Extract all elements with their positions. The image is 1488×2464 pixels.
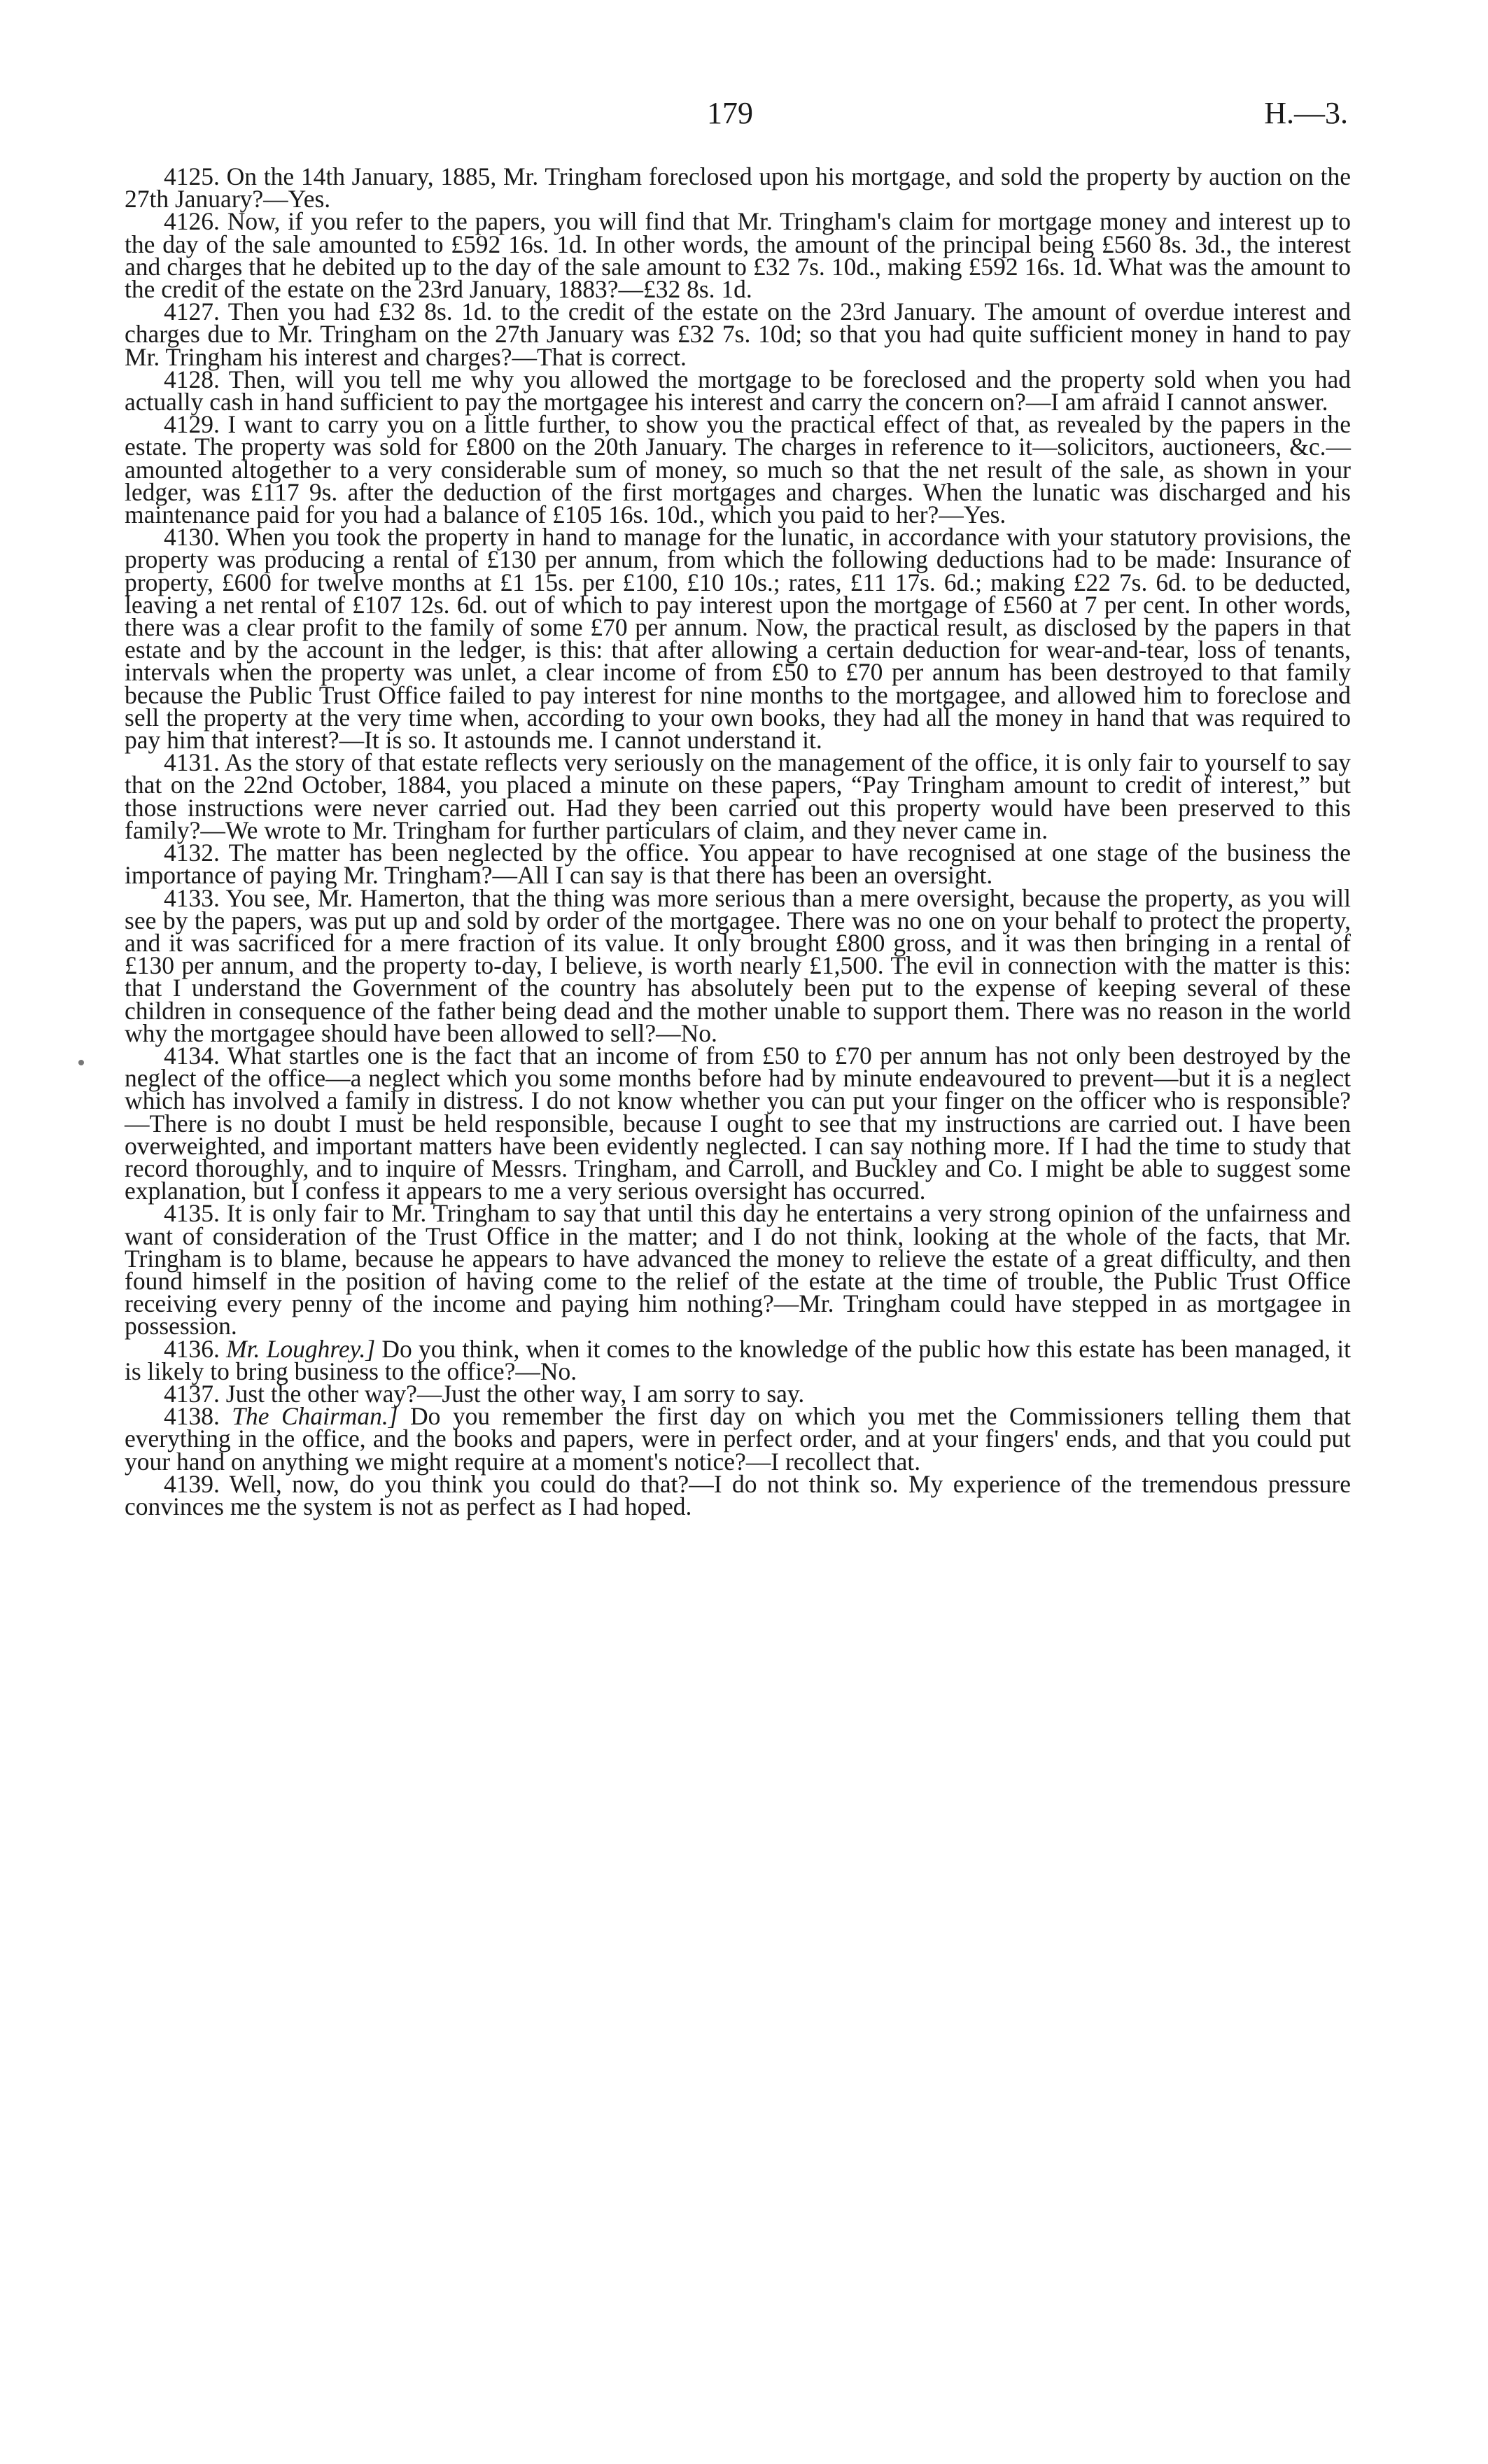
question-number: 4127. [164,298,220,326]
speaker-label: The Chairman.] [232,1402,398,1431]
paragraph-4128 [125,365,1352,416]
paragraph-text: What startles one is the fact that an income of from £50 to £70 per annum has not only been destroyed by the neglect of the office—a neglect which you some months before had by minute endeavoured to prevent—but it is a neglect which has involved a family in distress. I do not know whether you can put your finger on the officer who is responsible?—There is no doubt I must be held responsible, because I ought to see that my instructions are carried out. I have been overweighted, and important matters have been evidently neglected. I can say nothing more. If I had the time to study that record thoroughly, and to inquire of Messrs. Tringham, and Carroll, and Buckley and Co. I might be able to suggest some explanation, but I confess it appears to me a very serious oversight has occurred. [125,1041,1351,1205]
question-number: 4131. [164,748,220,777]
question-number: 4137. [164,1379,220,1408]
paragraph-text: The matter has been neglected by the office. You appear to have recognised at one stage of the business the importance of paying Mr. Tringham?—All I can say is that there has been an oversight. [125,839,1351,890]
question-number: 4138. [164,1402,220,1431]
paragraph-text: Just the other way?—Just the other way, I am sorry to say. [225,1379,805,1408]
paragraph-4129 [125,410,1352,529]
paragraph-text: You see, Mr. Hamerton, that the thing was more serious than a mere oversight, because the property, as you will see by the papers, was put up and sold by order of the mortgagee. There was no one on your behalf to protect the property, and it was sacrificed for a mere fraction of its value. It only brought £800 gross, and it was then bringing in a rental of £130 per annum, and the property to-day, I believe, is worth nearly £1,500. The evil in connection with the matter is this: that I understand the Government of the country has absolutely been put to the expense of keeping several of these children in consequence of the father being dead and the mother unable to support them. There was no reason in the world why the mortgagee should have been allowed to sell?—No. [125,883,1352,1047]
question-number: 4139. [164,1469,220,1498]
paragraph-text: Do you remember the first day on which you met the Commissioners telling them that everything in the office, and the books and papers, were in perfect order, and at your fingers' ends, and that you could put your hand on anything we might require at a moment's notice?—I recollect that. [125,1402,1351,1476]
paragraph-text: When you took the property in hand to manage for the lunatic, in accordance with your statutory provisions, the property was producing a rental of £130 per annum, from which the following deductions had to be made: Insurance of property, £600 for twelve months at £1 15s. per £100, £10 10s.; rates, £11 17s. 6d.; making £22 7s. 6d. to be deducted, leaving a net rental of £107 12s. 6d. out of which to pay interest upon the mortgage of £560 at 7 per cent. In other words, there was a clear profit to the family of some £70 per annum. Now, the practical result, as disclosed by the papers in that estate and by the account in the ledger, is this: that after allowing a certain deduction for wear-and-tear, loss of tenants, intervals when the property was unlet, a clear income of from £50 to £70 per annum has been destroyed to that family because the Public Trust Office failed to pay interest for nine months to the mortgagee, and allowed him to foreclose and sell the property at the very time when, according to your own books, they had all the money in hand that was required to pay him that interest?—It is so. It astounds me. I cannot understand it. [125,523,1351,755]
evidence-body [125,162,1352,1520]
paragraph-text: I want to carry you on a little further, to show you the practical effect of that, as revealed by the papers in the estate. The property was sold for £800 on the 20th January. The charges in reference to it—solicitors, auctioneers, &c.—amounted altogether to a very considerable sum of money, so much so that the net result of the sale, as shown in your ledger, was £117 9s. after the deduction of the first mortgages and charges. When the lunatic was discharged and his maintenance paid for you had a balance of £105 16s. 10d., which you paid to her?—Yes. [125,410,1352,529]
margin-dot-mark [78,1060,84,1065]
section-identifier: H.—3. [1264,96,1348,130]
question-number: 4129. [164,410,220,439]
paragraph-4134 [125,1041,1351,1205]
page-header [0,95,1488,137]
paragraph-4132 [125,839,1351,890]
question-number: 4133. [164,883,220,912]
question-number: 4132. [164,839,220,867]
paragraph-4130 [125,523,1351,755]
paragraph-text: Well, now, do you think you could do that?—I do not think so. My experience of the tremendous pressure convinces me the system is not as perfect as I had hoped. [125,1469,1351,1520]
paragraph-text: As the story of that estate reflects very seriously on the management of the office, it is only fair to yourself to say that on the 22nd October, 1884, you placed a minute on these papers, “Pay Tringham amount to credit of interest,” but those instructions were never carried out. Had they been carried out this property would have been preserved to this family?—We wrote to Mr. Tringham for further particulars of claim, and they never came in. [125,748,1352,844]
paragraph-text: Do you think, when it comes to the knowledge of the public how this estate has been managed, it is likely to bring business to the office?—No. [125,1334,1352,1385]
paragraph-4133 [125,883,1352,1047]
paragraph-4139 [125,1469,1351,1520]
paragraph-4138 [125,1402,1351,1476]
paragraph-4125 [125,162,1352,214]
paragraph-text: Now, if you refer to the papers, you will find that Mr. Tringham's claim for mortgage money and interest up to the day of the sale amounted to £592 16s. 1d. In other words, the amount of the principal being £560 8s. 3d., the interest and charges that he debited up to the day of the sale amount to £32 7s. 10d., making £592 16s. 1d. What was the amount to the credit of the estate on the 23rd January, 1883?—£32 8s. 1d. [125,207,1352,304]
paragraph-4131 [125,748,1352,844]
page-number: 179 [707,96,753,130]
paragraph-4126 [125,207,1352,304]
paragraph-text: Then you had £32 8s. 1d. to the credit of the estate on the 23rd January. The amount of overdue interest and charges due to Mr. Tringham on the 27th January was £32 7s. 10d; so that you had quite sufficient money in hand to pay Mr. Tringham his interest and charges?—That is correct. [125,298,1352,371]
speaker-label: Mr. Loughrey.] [226,1334,376,1363]
question-number: 4136. [164,1334,220,1363]
question-number: 4125. [164,162,220,190]
paragraph-text: It is only fair to Mr. Tringham to say that until this day he entertains a very strong opinion of the unfairness and want of consideration of the Trust Office in the matter; and I do not think, looking at the whole of the facts, that Mr. Tringham is to blame, because he appears to have advanced the money to relieve the estate of a great difficulty, and then found himself in the position of having come to the relief of the estate at the time of trouble, the Public Trust Office receiving every penny of the income and paying him nothing?—Mr. Tringham could have stepped in as mortgagee in possession. [125,1199,1351,1340]
paragraph-4136 [125,1334,1352,1385]
question-number: 4130. [164,523,220,552]
question-number: 4126. [164,207,220,236]
paragraph-4135 [125,1199,1351,1340]
paragraph-text: On the 14th January, 1885, Mr. Tringham foreclosed upon his mortgage, and sold the property by auction on the 27th January?—Yes. [125,162,1352,214]
question-number: 4128. [164,365,220,393]
question-number: 4134. [164,1041,220,1070]
paragraph-4127 [125,298,1352,371]
paragraph-text: Then, will you tell me why you allowed the mortgage to be foreclosed and the property sold when you had actually cash in hand sufficient to pay the mortgagee his interest and carry the concern on?—I am afraid I cannot answer. [125,365,1352,416]
question-number: 4135. [164,1199,220,1228]
